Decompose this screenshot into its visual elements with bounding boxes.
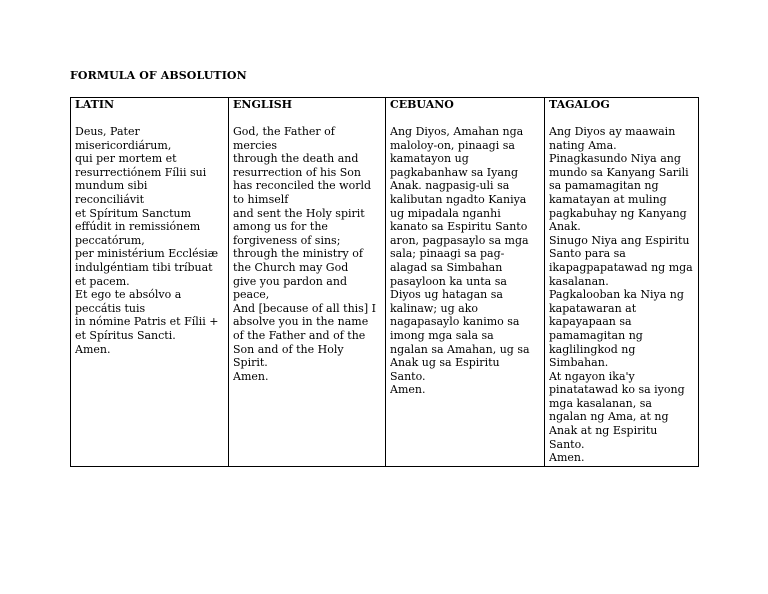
text-line: forgiveness of sins;	[233, 233, 341, 247]
text-line: through the death and	[233, 152, 359, 166]
text-line: through the ministry of	[233, 247, 363, 261]
text-line: resurrection of his Son	[233, 165, 362, 179]
column-header-cebuano: CEBUANO	[390, 98, 454, 111]
text-line: per ministérium Ecclésiæ	[75, 247, 219, 261]
text-line: kamatayan at muling	[549, 192, 667, 206]
text-line: Anak.	[549, 220, 581, 234]
cebuano-text	[390, 125, 541, 397]
text-line: kamatayon ug	[390, 152, 469, 166]
text-line: Deus, Pater	[75, 125, 140, 138]
column-tagalog	[545, 98, 699, 467]
absolution-table	[70, 97, 699, 467]
column-latin	[71, 98, 229, 467]
text-line: Pinagkasundo Niya ang	[549, 152, 681, 166]
text-line: mga kasalanan, sa	[549, 396, 652, 410]
text-line: kaglilingkod ng	[549, 342, 636, 356]
text-line: Amen.	[233, 369, 269, 383]
text-line: Simbahan.	[549, 356, 609, 370]
text-line: et pacem.	[75, 274, 130, 288]
document-title: FORMULA OF ABSOLUTION	[70, 69, 247, 82]
text-line: to himself	[233, 192, 289, 206]
text-line: kanato sa Espiritu Santo	[390, 220, 528, 234]
text-line: nagapasaylo kanimo sa	[390, 315, 520, 329]
text-line: At ngayon ika'y	[549, 369, 635, 383]
text-line: kalinaw; ug ako	[390, 301, 478, 315]
text-line: and sent the Holy spirit	[233, 206, 365, 220]
text-line: kapayapaan sa	[549, 315, 632, 329]
column-header-english: ENGLISH	[233, 98, 293, 111]
text-line: pamamagitan ng	[549, 328, 643, 342]
text-line: misericordiárum,	[75, 138, 172, 152]
text-line: Amen.	[75, 342, 111, 356]
text-line: nating Ama.	[549, 138, 617, 152]
text-line: Anak. nagpasig-uli sa	[390, 179, 510, 193]
text-line: Ang Diyos, Amahan nga	[390, 125, 524, 138]
text-line: Santo.	[390, 369, 426, 383]
text-line: give you pardon and	[233, 274, 347, 288]
text-line: peace,	[233, 288, 270, 302]
column-english	[229, 98, 386, 467]
text-line: indulgéntiam tibi tríbuat	[75, 260, 213, 274]
text-line: Et ego te absólvo a	[75, 288, 182, 302]
text-line: has reconciled the world	[233, 179, 372, 193]
text-line: mundo sa Kanyang Sarili	[549, 165, 689, 179]
text-line: Diyos ug hatagan sa	[390, 288, 503, 302]
text-line: mundum sibi	[75, 179, 148, 193]
text-line: among us for the	[233, 220, 328, 234]
text-line: absolve you in the name	[233, 315, 369, 329]
text-line: kalibutan ngadto Kaniya	[390, 192, 527, 206]
text-line: ngalan ng Ama, at ng	[549, 410, 669, 424]
text-line: sala; pinaagi sa pag-	[390, 247, 505, 261]
text-line: pagkabuhay ng Kanyang	[549, 206, 687, 220]
text-line: reconciliávit	[75, 192, 145, 206]
text-line: peccatórum,	[75, 233, 145, 247]
text-line: et Spíritum Sanctum	[75, 206, 192, 220]
text-line: qui per mortem et	[75, 152, 177, 166]
english-text	[233, 125, 382, 383]
column-header-tagalog: TAGALOG	[549, 98, 610, 111]
text-line: Pagkalooban ka Niya ng	[549, 288, 684, 302]
text-line: Santo.	[549, 437, 585, 451]
text-line: et Spíritus Sancti.	[75, 328, 176, 342]
text-line: mercies	[233, 138, 278, 152]
text-line: aron, pagpasaylo sa mga	[390, 233, 529, 247]
column-cebuano	[386, 98, 545, 467]
text-line: resurrectiónem Fílii sui	[75, 165, 207, 179]
text-line: ngalan sa Amahan, ug sa	[390, 342, 530, 356]
text-line: maloloy-on, pinaagi sa	[390, 138, 515, 152]
text-line: Santo para sa	[549, 247, 626, 261]
text-line: alagad sa Simbahan	[390, 260, 503, 274]
text-line: sa pamamagitan ng	[549, 179, 659, 193]
text-line: the Church may God	[233, 260, 349, 274]
text-line: Anak ug sa Espiritu	[390, 356, 500, 370]
text-line: Amen.	[549, 451, 585, 465]
text-line: pinatatawad ko sa iyong	[549, 383, 685, 397]
text-line: effúdit in remissiónem	[75, 220, 201, 234]
text-line: God, the Father of	[233, 125, 335, 138]
table-row	[71, 98, 699, 467]
text-line: of the Father and of the	[233, 328, 366, 342]
column-header-latin: LATIN	[75, 98, 115, 111]
text-line: in nómine Patris et Fílii +	[75, 315, 219, 329]
latin-text	[75, 125, 225, 356]
text-line: pasayloon ka unta sa	[390, 274, 507, 288]
text-line: ikapagpapatawad ng mga	[549, 260, 693, 274]
tagalog-text	[549, 125, 695, 465]
text-line: Sinugo Niya ang Espiritu	[549, 233, 690, 247]
text-line: Son and of the Holy	[233, 342, 344, 356]
text-line: ug mipadala nganhi	[390, 206, 501, 220]
text-line: Spirit.	[233, 356, 268, 370]
text-line: Anak at ng Espiritu	[549, 424, 658, 438]
text-line: imong mga sala sa	[390, 328, 494, 342]
text-line: kasalanan.	[549, 274, 609, 288]
text-line: And [because of all this] I	[233, 301, 376, 315]
text-line: Ang Diyos ay maawain	[549, 125, 676, 138]
text-line: kapatawaran at	[549, 301, 637, 315]
text-line: peccátis tuis	[75, 301, 146, 315]
text-line: pagkabanhaw sa Iyang	[390, 165, 519, 179]
text-line: Amen.	[390, 383, 426, 397]
